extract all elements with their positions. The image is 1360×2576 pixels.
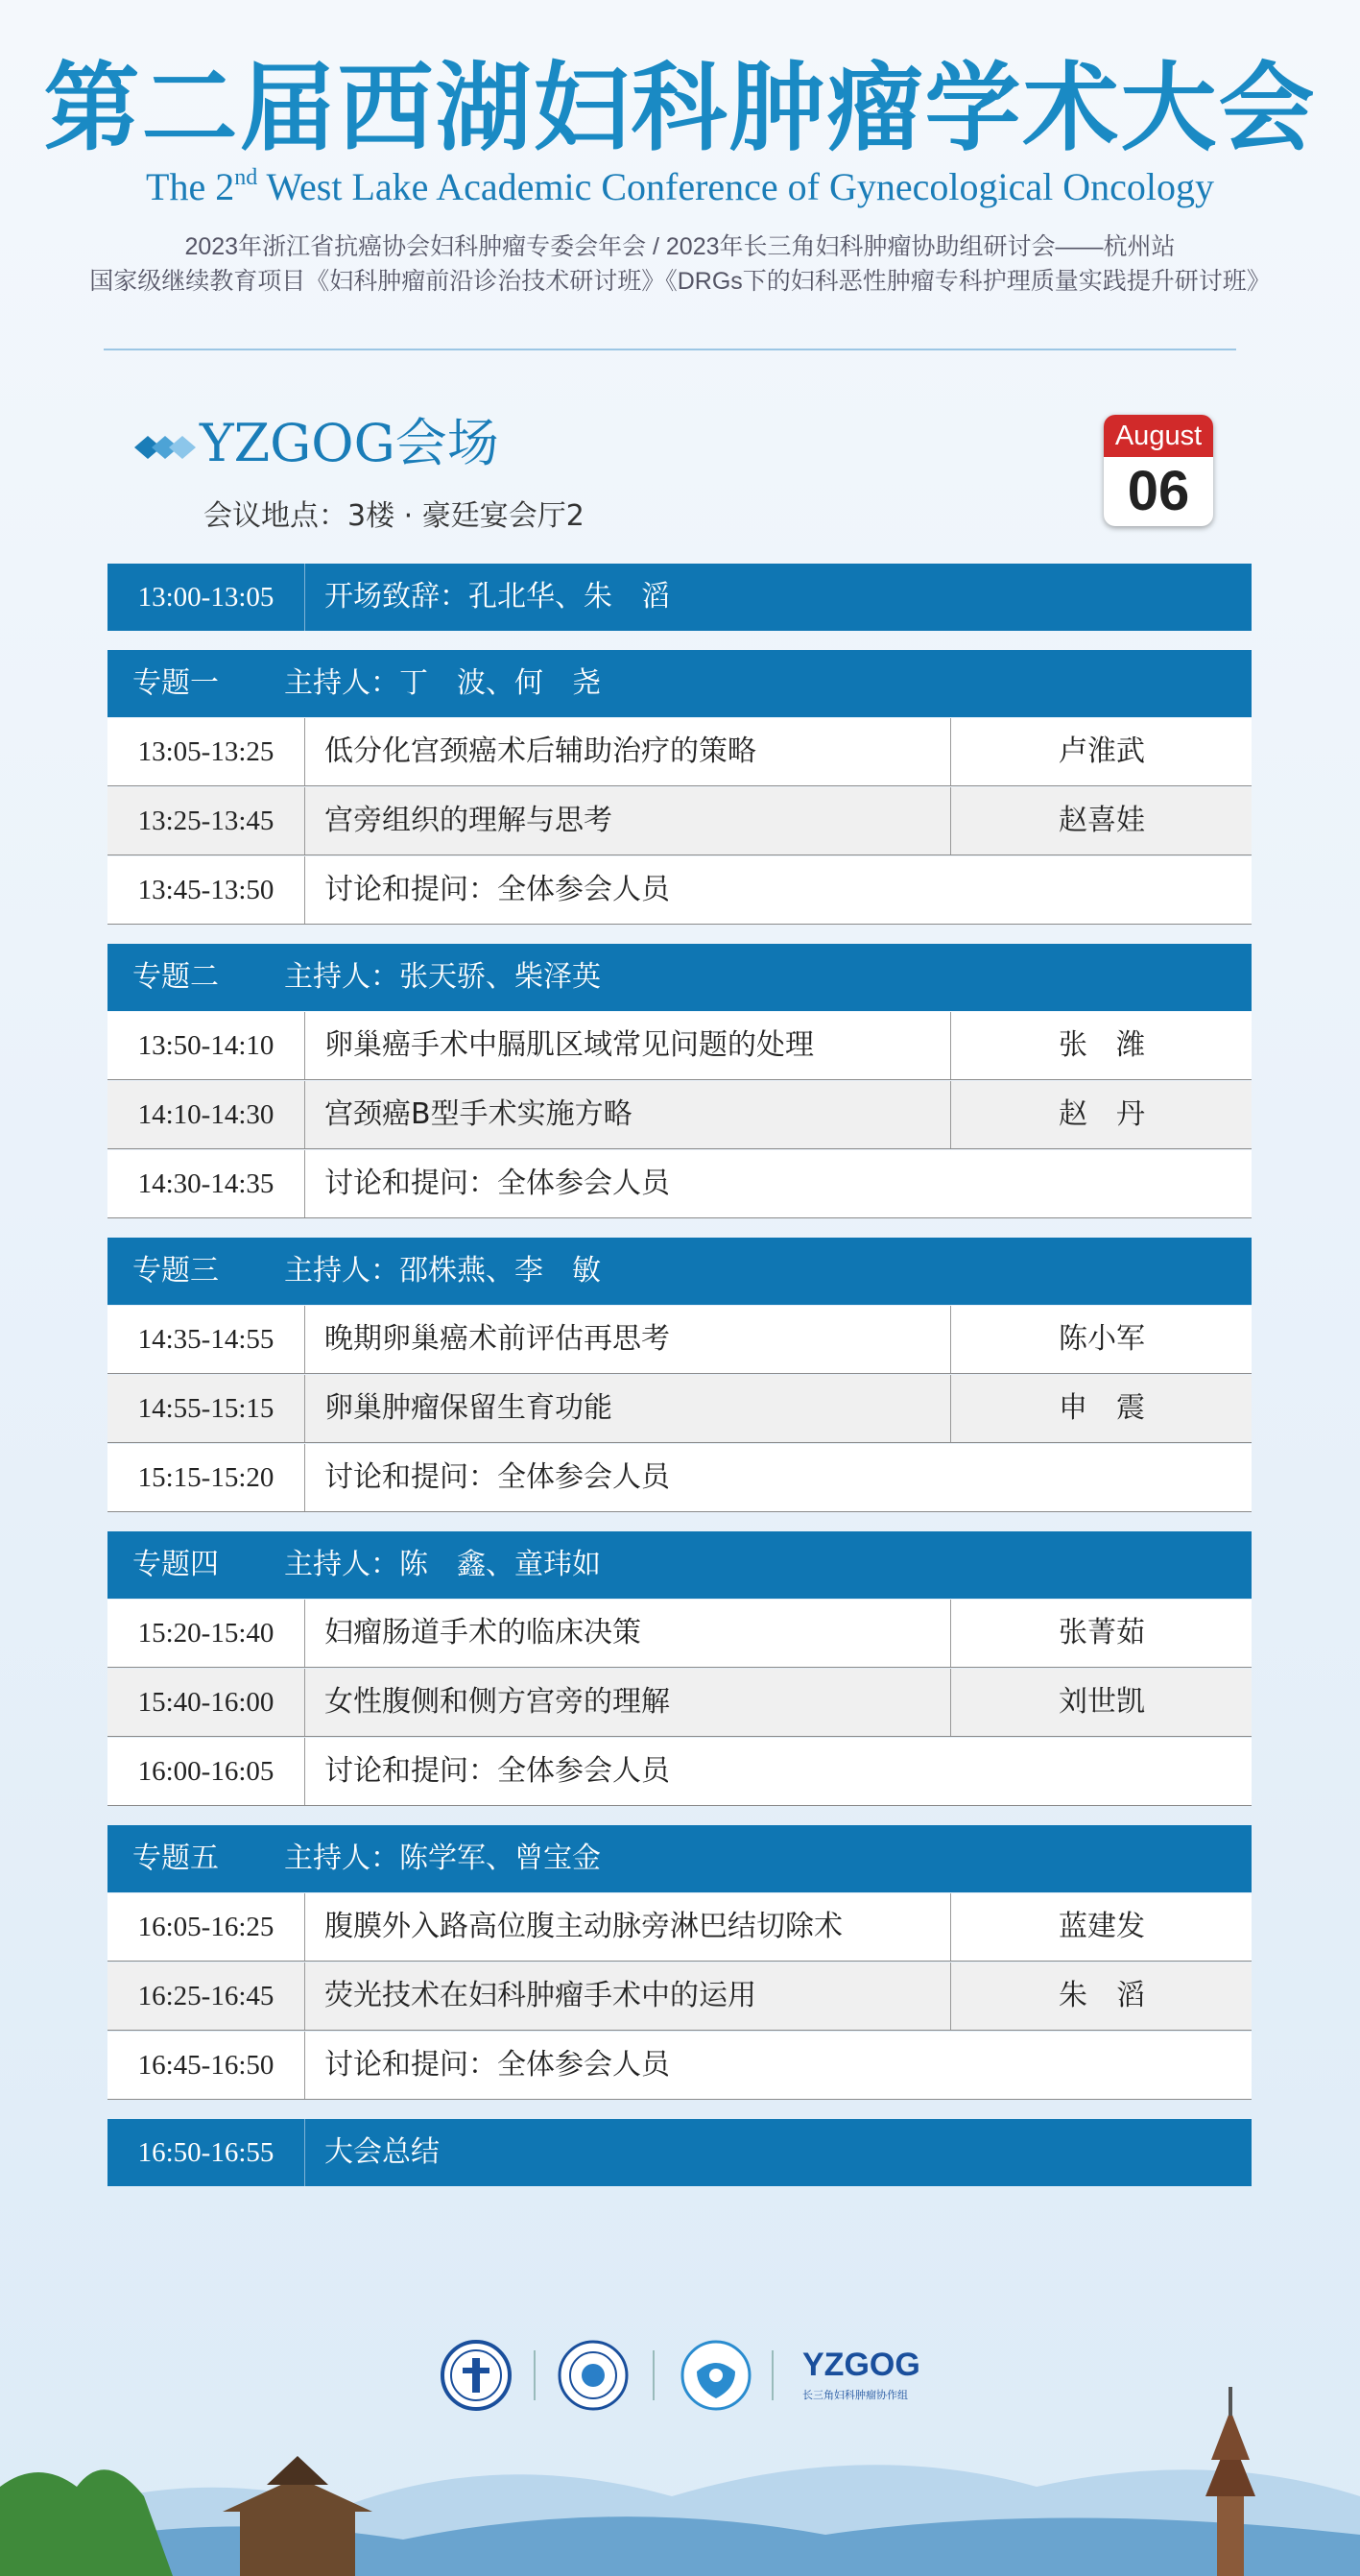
section-host: 主持人：邵株燕、李 敏 bbox=[284, 1254, 601, 1288]
subtitle-line-2: 国家级继续教育项目《妇科肿瘤前沿诊治技术研讨班》《DRGs下的妇科恶性肿瘤专科护理质量实践提升研讨班》 bbox=[89, 268, 1271, 295]
row-topic: 晚期卵巢癌术前评估再思考 bbox=[304, 1306, 670, 1373]
schedule-row bbox=[107, 718, 1252, 786]
row-speaker: 赵喜娃 bbox=[950, 787, 1253, 855]
row-time: 13:45-13:50 bbox=[137, 875, 274, 905]
row-topic: 卵巢癌手术中膈肌区域常见问题的处理 bbox=[304, 1012, 814, 1079]
schedule-row bbox=[107, 1375, 1252, 1443]
row-speaker: 张 潍 bbox=[950, 1012, 1253, 1079]
opening-row bbox=[107, 564, 1252, 631]
row-time: 16:45-16:50 bbox=[137, 2050, 274, 2081]
schedule-row bbox=[107, 1738, 1252, 1806]
schedule-row bbox=[107, 1893, 1252, 1962]
row-topic: 女性腹侧和侧方宫旁的理解 bbox=[304, 1669, 670, 1736]
closing-row bbox=[107, 2119, 1252, 2186]
schedule-row bbox=[107, 1081, 1252, 1149]
row-topic: 妇瘤肠道手术的临床决策 bbox=[304, 1600, 641, 1667]
row-speaker: 张菁茹 bbox=[950, 1600, 1253, 1667]
row-speaker: 朱 滔 bbox=[950, 1962, 1253, 2030]
row-topic: 开场致辞：孔北华、朱 滔 bbox=[304, 564, 670, 631]
row-time: 13:50-14:10 bbox=[137, 1030, 274, 1061]
schedule-row bbox=[107, 1962, 1252, 2031]
row-time: 16:50-16:55 bbox=[137, 2137, 274, 2168]
section-label: 专题三 bbox=[132, 1254, 219, 1288]
row-topic: 低分化宫颈癌术后辅助治疗的策略 bbox=[304, 718, 756, 785]
schedule-row bbox=[107, 1012, 1252, 1080]
row-speaker: 陈小军 bbox=[950, 1306, 1253, 1373]
row-time: 15:40-16:00 bbox=[137, 1687, 274, 1718]
date-badge-month: August bbox=[1104, 415, 1213, 457]
row-topic: 大会总结 bbox=[304, 2119, 440, 2186]
row-topic: 腹膜外入路高位腹主动脉旁淋巴结切除术 bbox=[304, 1893, 843, 1961]
row-speaker: 蓝建发 bbox=[950, 1893, 1253, 1961]
conference-title-cn: 第二届西湖妇科肿瘤学术大会 bbox=[43, 51, 1317, 164]
schedule-row bbox=[107, 1444, 1252, 1512]
section-host: 主持人：张天骄、柴泽英 bbox=[284, 960, 601, 994]
section-label: 专题四 bbox=[132, 1548, 219, 1581]
title-en-sup: nd bbox=[234, 165, 258, 190]
row-topic: 宫颈癌B型手术实施方略 bbox=[304, 1081, 632, 1148]
section-header bbox=[107, 650, 1252, 717]
west-lake-landscape-illustration bbox=[0, 2343, 1360, 2576]
row-time: 14:35-14:55 bbox=[137, 1324, 274, 1355]
conference-title-en bbox=[0, 165, 1360, 208]
row-time: 13:00-13:05 bbox=[137, 582, 274, 613]
schedule-row bbox=[107, 1600, 1252, 1668]
row-topic: 讨论和提问：全体参会人员 bbox=[304, 1444, 670, 1511]
section-header bbox=[107, 1825, 1252, 1892]
row-topic: 讨论和提问：全体参会人员 bbox=[304, 856, 670, 924]
yzgog-logo-caption: 长三角妇科肿瘤协作组 bbox=[802, 2389, 908, 2401]
row-topic: 讨论和提问：全体参会人员 bbox=[304, 2032, 670, 2099]
row-speaker: 申 震 bbox=[950, 1375, 1253, 1442]
row-topic: 卵巢肿瘤保留生育功能 bbox=[304, 1375, 612, 1442]
section-header bbox=[107, 1238, 1252, 1305]
row-time: 15:20-15:40 bbox=[137, 1618, 274, 1649]
section-label: 专题五 bbox=[132, 1842, 219, 1875]
schedule-row bbox=[107, 787, 1252, 855]
section-label: 专题一 bbox=[132, 666, 219, 700]
title-en-prefix: The 2 bbox=[146, 165, 235, 208]
section-host: 主持人：丁 波、何 尧 bbox=[284, 666, 601, 700]
row-speaker: 赵 丹 bbox=[950, 1081, 1253, 1148]
row-topic: 荧光技术在妇科肿瘤手术中的运用 bbox=[304, 1962, 756, 2030]
row-time: 15:15-15:20 bbox=[137, 1462, 274, 1493]
section-header bbox=[107, 944, 1252, 1011]
section-host: 主持人：陈 鑫、童玮如 bbox=[284, 1548, 601, 1581]
title-en-rest: West Lake Academic Conference of Gynecological Oncology bbox=[257, 165, 1214, 208]
row-time: 13:05-13:25 bbox=[137, 736, 274, 767]
schedule-row bbox=[107, 1306, 1252, 1374]
row-time: 16:00-16:05 bbox=[137, 1756, 274, 1787]
schedule-table bbox=[107, 564, 1252, 2187]
schedule-row bbox=[107, 1669, 1252, 1737]
section-header bbox=[107, 1531, 1252, 1599]
schedule-row bbox=[107, 1150, 1252, 1218]
schedule-row bbox=[107, 856, 1252, 925]
header-divider bbox=[104, 349, 1236, 350]
row-time: 16:25-16:45 bbox=[137, 1981, 274, 2011]
double-arrow-icon bbox=[132, 430, 198, 465]
row-topic: 讨论和提问：全体参会人员 bbox=[304, 1150, 670, 1217]
venue-location: 会议地点：3楼 · 豪廷宴会厅2 bbox=[203, 499, 585, 533]
schedule-row bbox=[107, 2032, 1252, 2100]
section-label: 专题二 bbox=[132, 960, 219, 994]
row-time: 14:30-14:35 bbox=[137, 1168, 274, 1199]
row-time: 14:10-14:30 bbox=[137, 1099, 274, 1130]
date-badge-day: 06 bbox=[1127, 460, 1190, 522]
row-topic: 讨论和提问：全体参会人员 bbox=[304, 1738, 670, 1805]
row-speaker: 卢淮武 bbox=[950, 718, 1253, 785]
venue-title: YZGOG会场 bbox=[200, 413, 499, 473]
row-speaker: 刘世凯 bbox=[950, 1669, 1253, 1736]
row-time: 13:25-13:45 bbox=[137, 806, 274, 836]
row-time: 14:55-15:15 bbox=[137, 1393, 274, 1424]
row-topic: 宫旁组织的理解与思考 bbox=[304, 787, 612, 855]
section-host: 主持人：陈学军、曾宝金 bbox=[284, 1842, 601, 1875]
yzgog-logo-text: YZGOG bbox=[802, 2347, 920, 2383]
row-time: 16:05-16:25 bbox=[137, 1912, 274, 1942]
subtitle-line-1: 2023年浙江省抗癌协会妇科肿瘤专委会年会 / 2023年长三角妇科肿瘤协助组研讨会——杭州站 bbox=[184, 233, 1176, 260]
date-badge bbox=[1104, 415, 1213, 526]
